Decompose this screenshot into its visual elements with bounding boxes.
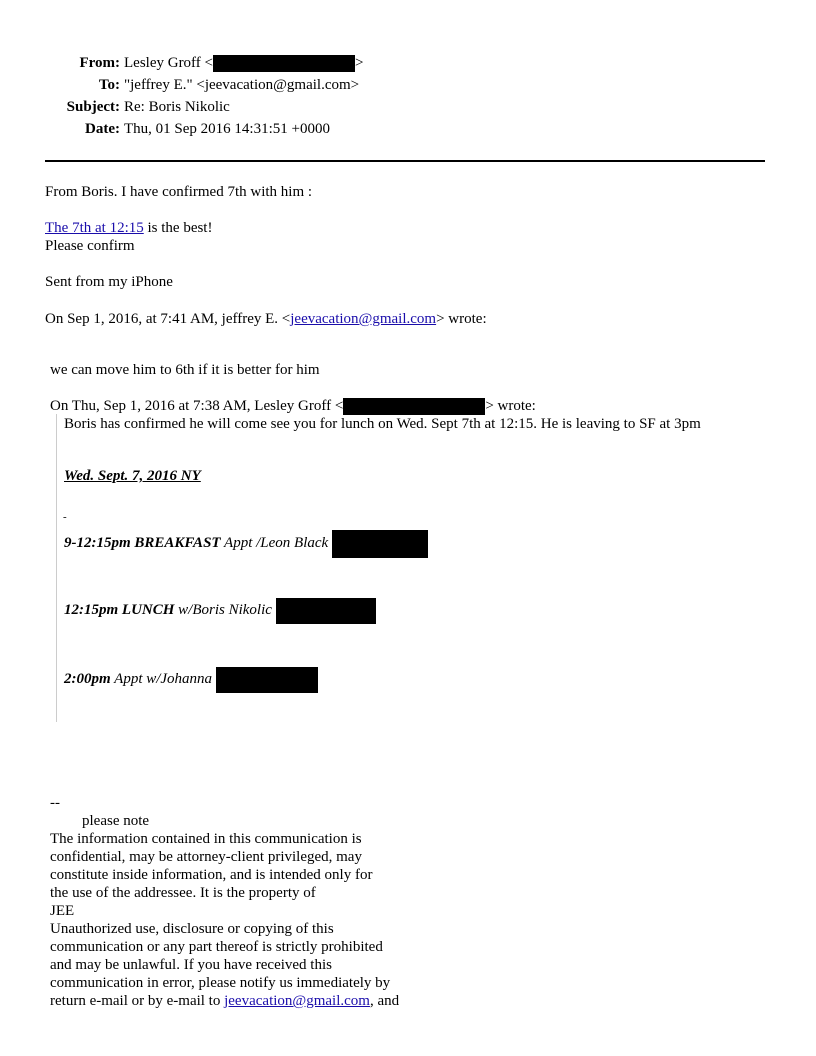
header-divider [45,160,765,162]
schedule-item-time: 9-12:15pm BREAKFAST [64,535,221,551]
disclaimer-line: constitute inside information, and is intended only for [50,867,373,883]
from-name: Lesley Groff < [124,55,213,71]
quote-intro [45,310,487,328]
to-value: "jeffrey E." <jeevacation@gmail.com> [124,77,360,93]
disclaimer-line: confidential, may be attorney-client privileged, may [50,849,362,865]
schedule-item-breakfast [64,529,428,558]
date-label: Date: [85,121,120,137]
from-suffix: > [355,55,364,71]
schedule-item-time: 2:00pm [64,671,111,687]
quote2-line: Boris has confirmed he will come see you for lunch on Wed. Sept 7th at 12:15. He is leaving to SF at 3pm [64,416,701,432]
quote2-intro-post: > wrote: [485,398,536,414]
disclaimer-last-line [50,992,399,1010]
disclaimer-line: communication or any part thereof is strictly prohibited [50,939,383,955]
disclaimer-email-link[interactable]: jeevacation@gmail.com [224,993,370,1009]
subject-value: Re: Boris Nikolic [124,99,230,115]
schedule-item-lunch [64,597,376,624]
schedule-heading: Wed. Sept. 7, 2016 NY [64,468,201,484]
quote-intro-pre: On Sep 1, 2016, at 7:41 AM, jeffrey E. < [45,311,291,327]
from-value [124,54,363,72]
signature-separator: -- [50,795,60,811]
redaction-box [216,667,318,693]
quote-intro-post: > wrote: [436,311,487,327]
sent-from-line: Sent from my iPhone [45,274,173,290]
disclaimer-last-pre: return e-mail or by e-mail to [50,993,225,1009]
schedule-item-desc: w/Boris Nikolic [174,602,276,618]
schedule-item-desc: Appt w/Johanna [110,671,216,687]
body-line-2 [45,219,212,237]
please-note: please note [82,813,150,829]
redaction-box [213,55,355,72]
quote2-intro-pre: On Thu, Sep 1, 2016 at 7:38 AM, Lesley Groff < [50,398,344,414]
redaction-box [343,398,485,415]
body-line-2-rest: is the best! [143,220,213,236]
disclaimer-line: Unauthorized use, disclosure or copying of this [50,921,334,937]
disclaimer-line: and may be unlawful. If you have received this [50,957,332,973]
from-label: From: [79,55,120,71]
body-line-1: From Boris. I have confirmed 7th with him : [45,184,313,200]
quoted-reply-line: we can move him to 6th if it is better for him [50,362,320,378]
disclaimer-line: JEE [50,903,75,919]
quote2-intro [50,397,536,415]
disclaimer-line: the use of the addressee. It is the property of [50,885,316,901]
schedule-dash: - [63,511,67,523]
disclaimer-line: communication in error, please notify us immediately by [50,975,391,991]
schedule-item-appt [64,666,318,693]
subject-label: Subject: [66,99,120,115]
body-line-3: Please confirm [45,238,135,254]
disclaimer-last-post: , and [369,993,400,1009]
schedule-item-time: 12:15pm LUNCH [64,602,175,618]
schedule-item-desc: Appt /Leon Black [220,535,332,551]
quote-intro-email-link[interactable]: jeevacation@gmail.com [290,311,437,327]
redaction-box [332,530,428,558]
date-link[interactable]: The 7th at 12:15 [45,220,144,236]
to-label: To: [98,77,120,93]
redaction-box [276,598,376,624]
blockquote-bar [56,414,57,722]
disclaimer-line: The information contained in this communication is [50,831,362,847]
date-value: Thu, 01 Sep 2016 14:31:51 +0000 [124,121,330,137]
